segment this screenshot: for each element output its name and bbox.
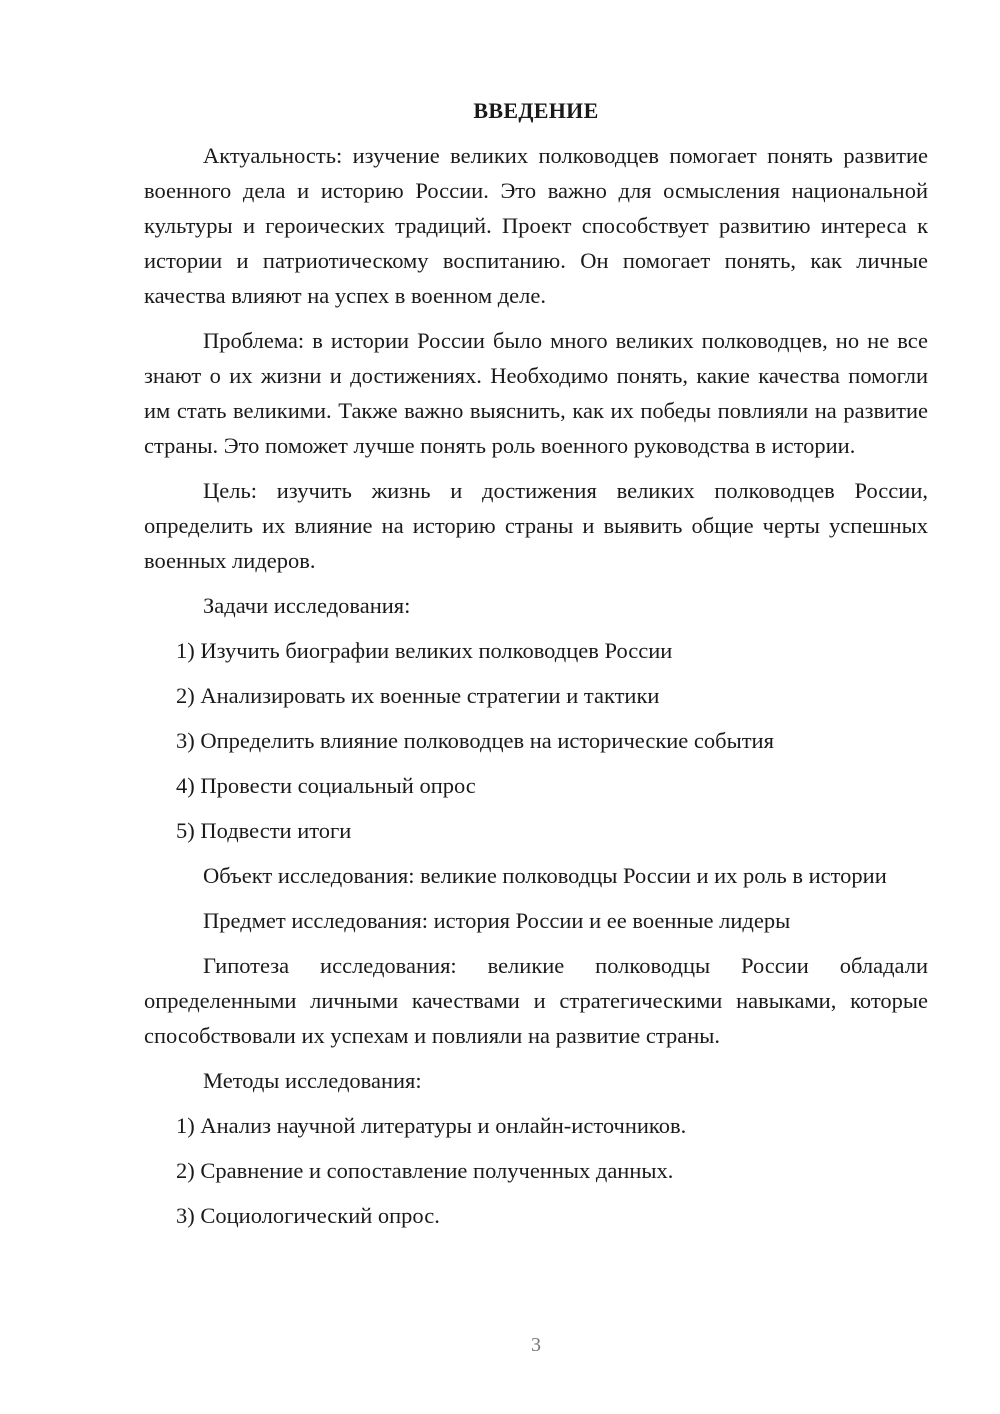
page-title: ВВЕДЕНИЕ (473, 98, 599, 123)
goal-paragraph: Цель: изучить жизнь и достижения великих полководцев России, определить их влияние на историю страны и выявить общие черты успешных военных лидеров. (144, 478, 928, 573)
list-item: 1) Анализ научной литературы и онлайн-источников. (176, 1113, 687, 1138)
hypothesis-paragraph: Гипотеза исследования: великие полководцы России обладали определенными личными качествами и стратегическими навыками, которые способствовали их успехам и повлияли на развитие страны. (144, 953, 928, 1048)
tasks-list (144, 633, 928, 848)
relevance-paragraph: Актуальность: изучение великих полководцев помогает понять развитие военного дела и историю России. Это важно для осмысления национальной культуры и героических традиций. Проект способствует развитию интереса к истории и патриотическому воспитанию. Он помогает понять, как личные качества влияют на успех в военном деле. (144, 143, 928, 308)
list-item: 1) Изучить биографии великих полководцев России (176, 638, 673, 663)
object-paragraph: Объект исследования: великие полководцы России и их роль в истории (203, 863, 887, 888)
methods-heading: Методы исследования: (203, 1068, 422, 1093)
list-item: 3) Определить влияние полководцев на исторические события (176, 728, 774, 753)
document-page (144, 96, 928, 1243)
subject-paragraph: Предмет исследования: история России и ее военные лидеры (203, 908, 791, 933)
list-item: 5) Подвести итоги (176, 818, 352, 843)
list-item: 3) Социологический опрос. (176, 1203, 440, 1228)
list-item: 2) Анализировать их военные стратегии и тактики (176, 683, 660, 708)
list-item: 2) Сравнение и сопоставление полученных данных. (176, 1158, 674, 1183)
methods-list (144, 1108, 928, 1233)
page-number: 3 (531, 1334, 541, 1356)
problem-paragraph: Проблема: в истории России было много великих полководцев, но не все знают о их жизни и достижениях. Необходимо понять, какие качества помогли им стать великими. Также важно выяснить, как их победы повлияли на развитие страны. Это поможет лучше понять роль военного руководства в истории. (144, 328, 928, 458)
list-item: 4) Провести социальный опрос (176, 773, 476, 798)
tasks-heading: Задачи исследования: (203, 593, 411, 618)
